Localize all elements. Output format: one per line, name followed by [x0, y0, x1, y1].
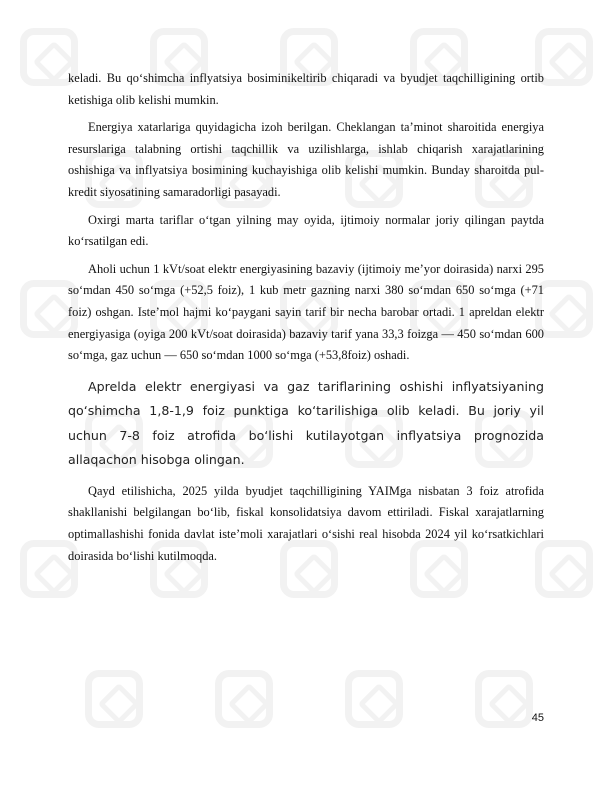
watermark-icon: [85, 670, 143, 728]
paragraph-inflation-impact: Aprelda elektr energiyasi va gaz tariflarining oshishi inflyatsiyaning qo‘shimcha 1,8-1,9 foiz punktiga ko‘tarilishiga olib keladi. Bu joriy yil uchun 7-8 foiz atrofida bo‘lishi kutilayotgan inflyatsiya prognozida allaqachon hisobga olingan.: [68, 378, 544, 468]
paragraph-tariff-prices: Aholi uchun 1 kVt/soat elektr energiyasining bazaviy (ijtimoiy me’yor doirasida) narxi 295 so‘mdan 450 so‘mga (+52,5 foiz), 1 kub metr gazning narxi 380 so‘mdan 650 so‘mga (+71 foiz) oshgan. Iste’mol hajmi ko‘paygani sayin tarif bir necha barobar ortadi. 1 apreldan elektr energiyasiga (oyiga 200 kVt/soat doirasida) bazaviy tarif yana 33,3 foizga — 450 so‘mdan 600 so‘mga, gaz uchun — 650 so‘mdan 1000 so‘mga (+53,8foiz) oshadi.: [68, 261, 544, 363]
paragraph-continuation: keladi. Bu qo‘shimcha inflyatsiya bosiminikeltirib chiqaradi va byudjet taqchilligining ortib ketishiga olib kelishi mumkin.: [68, 71, 544, 107]
document-body: [68, 68, 544, 573]
paragraph-energy-risks: Energiya xatarlariga quyidagicha izoh berilgan. Cheklangan ta’minot sharoitida energiya resurslariga talabning ortishi taqchillik va uzilishlarga, ishlab chiqarish xarajatlarining oshishiga va inflyatsiya bosimining kuchayishiga olib kelishi mumkin. Bunday sharoitda pul-kredit siyosatining samaradorligi pasayadi.: [68, 120, 544, 199]
paragraph-last-tariff: Oxirgi marta tariflar o‘tgan yilning may oyida, ijtimoiy normalar joriy qilingan paytda ko‘rsatilgan edi.: [68, 212, 544, 249]
watermark-icon: [475, 670, 533, 728]
page-number: 45: [531, 712, 544, 724]
watermark-icon: [345, 670, 403, 728]
watermark-icon: [215, 670, 273, 728]
paragraph-budget-deficit: Qayd etilishicha, 2025 yilda byudjet taqchilligining YAIMga nisbatan 3 foiz atrofida shakllanishi belgilangan bo‘lib, fiskal konsolidatsiya davom ettiriladi. Fiskal xarajatlarning optimallashishi fonida davlat iste’moli xarajatlari o‘sishi real hisobda 2024 yil ko‘rsatkichlari doirasida bo‘lishi kutilmoqda.: [68, 483, 544, 563]
